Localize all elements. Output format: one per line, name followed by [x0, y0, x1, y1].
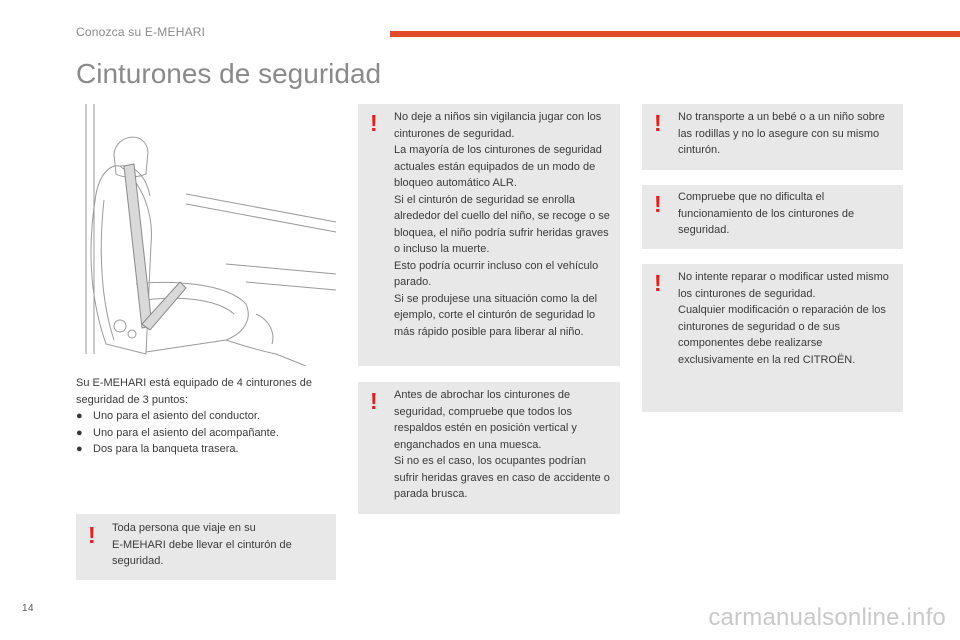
warning-icon: ! [370, 388, 378, 414]
list-item-text: Uno para el asiento del acompañante. [93, 426, 279, 439]
warning-box-functioning [642, 185, 903, 249]
warning-box-all-passengers [76, 514, 336, 580]
warning-text: Toda persona que viaje en su E-MEHARI debe llevar el cinturón de seguridad. [112, 522, 292, 567]
warning-icon: ! [654, 110, 662, 136]
page-number: 14 [22, 603, 35, 614]
list-item [76, 441, 338, 458]
bullet-icon: ● [76, 426, 83, 439]
list-item-text: Uno para el asiento del conductor. [93, 410, 260, 422]
intro-section [76, 375, 338, 458]
page-title: Cinturones de seguridad [76, 58, 382, 89]
warning-box-backrests [358, 382, 620, 514]
warning-text: No transporte a un bebé o a un niño sobre las rodillas y no lo asegure con su mismo cinturón. [678, 111, 885, 156]
warning-text: Antes de abrochar los cinturones de seguridad, compruebe que todos los respaldos estén en posición vertical y enganchados en una muesca. Si no es el caso, los ocupantes podrían sufrir heridas graves en caso de accidente o parada brusca. [394, 389, 610, 500]
seat-drawing [76, 104, 336, 366]
list-item [76, 425, 338, 442]
section-label: Conozca su E-MEHARI [76, 25, 206, 39]
warning-text: No deje a niños sin vigilancia jugar con los cinturones de seguridad. La mayoría de los cinturones de seguridad actuales están equipados de un modo de bloqueo automático ALR. Si el cinturón de seguridad se enrolla alrededor del cuello del niño, se recoge o se bloquea, el niño podría sufrir heridas graves o incluso la muerte. Esto podría ocurrir incluso con el vehículo parado. Si se produjese una situación como la del ejemplo, corte el cinturón de seguridad lo más rápido posible para liberar al niño. [394, 111, 610, 338]
warning-icon: ! [370, 110, 378, 136]
warning-box-baby-on-lap [642, 104, 903, 170]
warning-box-repair [642, 264, 903, 412]
seatbelt-list [76, 408, 338, 458]
warning-box-children [358, 104, 620, 366]
bullet-icon: ● [76, 410, 83, 422]
list-item-text: Dos para la banqueta trasera. [93, 443, 239, 455]
list-item [76, 408, 338, 425]
seatbelt-illustration [76, 104, 336, 366]
bullet-icon: ● [76, 443, 83, 455]
warning-text: Compruebe que no dificulta el funcionamiento de los cinturones de seguridad. [678, 191, 855, 236]
warning-text: No intente reparar o modificar usted mismo los cinturones de seguridad. Cualquier modificación o reparación de los cinturones de seguridad o de sus componentes debe realizarse exclusivamente en la red CITROËN. [678, 271, 889, 366]
header-accent-bar [390, 31, 960, 37]
watermark: carmanualsonline.info [708, 604, 946, 631]
intro-text: Su E-MEHARI está equipado de 4 cinturones de seguridad de 3 puntos: [76, 377, 313, 406]
warning-icon: ! [654, 191, 662, 217]
warning-icon: ! [654, 270, 662, 296]
warning-icon: ! [88, 522, 96, 548]
